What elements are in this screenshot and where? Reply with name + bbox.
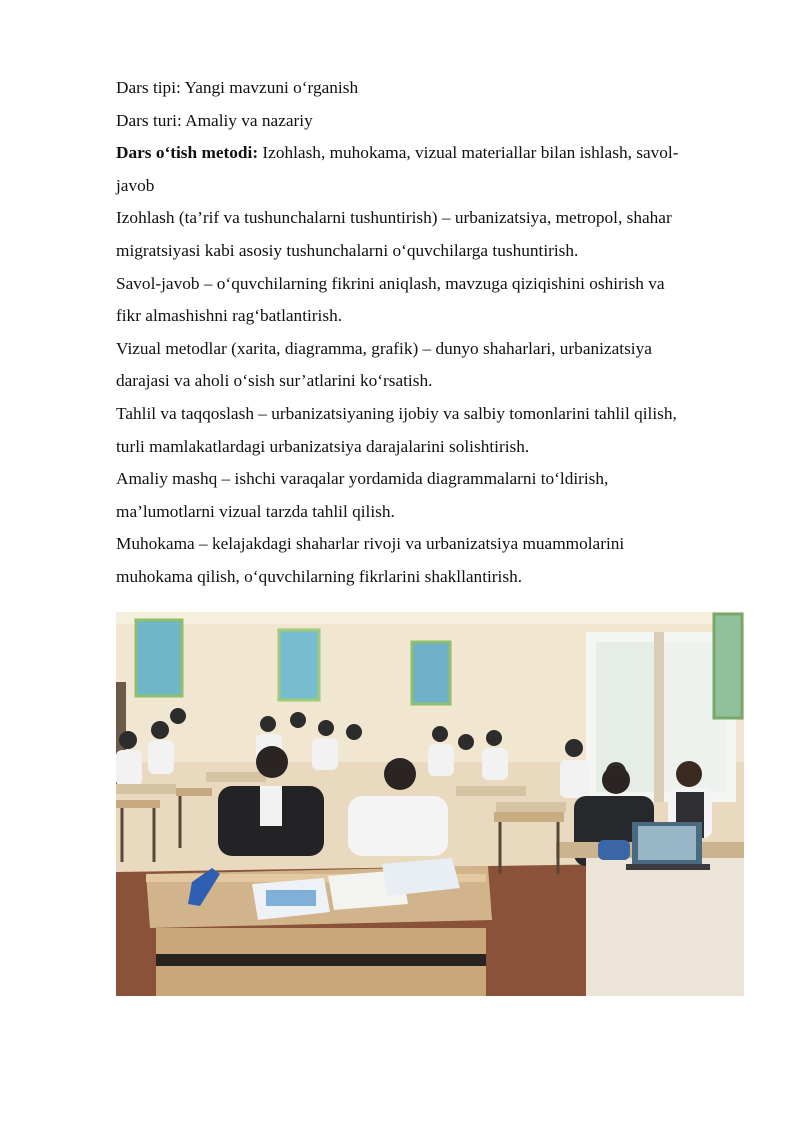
practice-line: Amaliy mashq – ishchi varaqalar yordamida diagrammalarni to‘ldirish,: [116, 469, 609, 489]
explanation-line-cont: migratsiyasi kabi asosiy tushunchalarni o‘quvchilarga tushuntirish.: [116, 240, 579, 260]
analysis-line: Tahlil va taqqoslash – urbanizatsiyaning ijobiy va salbiy tomonlarini tahlil qilish,: [116, 403, 677, 423]
teaching-method-line-cont: javob: [116, 175, 155, 195]
teaching-method-heading: Dars o‘tish metodi:: [116, 143, 259, 163]
practice-line-cont: ma’lumotlarni vizual tarzda tahlil qilish.: [116, 501, 395, 521]
discussion-line-cont: muhokama qilish, o‘quvchilarning fikrlarini shakllantirish.: [116, 566, 523, 586]
classroom-photo: [116, 612, 744, 996]
teaching-method-line: Dars o‘tish metodi: Izohlash, muhokama, vizual materiallar bilan ishlash, savol-: [116, 143, 679, 163]
visual-methods-line-cont: darajasi va aholi o‘sish sur’atlarini ko‘rsatish.: [116, 371, 433, 391]
document-body: [116, 72, 736, 594]
classroom-illustration: [116, 612, 744, 996]
qa-line-cont: fikr almashishni rag‘batlantirish.: [116, 306, 343, 326]
visual-methods-line: Vizual metodlar (xarita, diagramma, grafik) – dunyo shaharlari, urbanizatsiya: [116, 338, 652, 358]
analysis-line-cont: turli mamlakatlardagi urbanizatsiya darajalarini solishtirish.: [116, 436, 530, 456]
qa-line: Savol-javob – o‘quvchilarning fikrini aniqlash, mavzuga qiziqishini oshirish va: [116, 273, 665, 293]
explanation-line: Izohlash (ta’rif va tushunchalarni tushuntirish) – urbanizatsiya, metropol, shahar: [116, 208, 672, 228]
lesson-type-line: Dars tipi: Yangi mavzuni o‘rganish: [116, 78, 359, 97]
lesson-kind-line: Dars turi: Amaliy va nazariy: [116, 110, 313, 130]
discussion-line: Muhokama – kelajakdagi shaharlar rivoji va urbanizatsiya muammolarini: [116, 534, 625, 554]
